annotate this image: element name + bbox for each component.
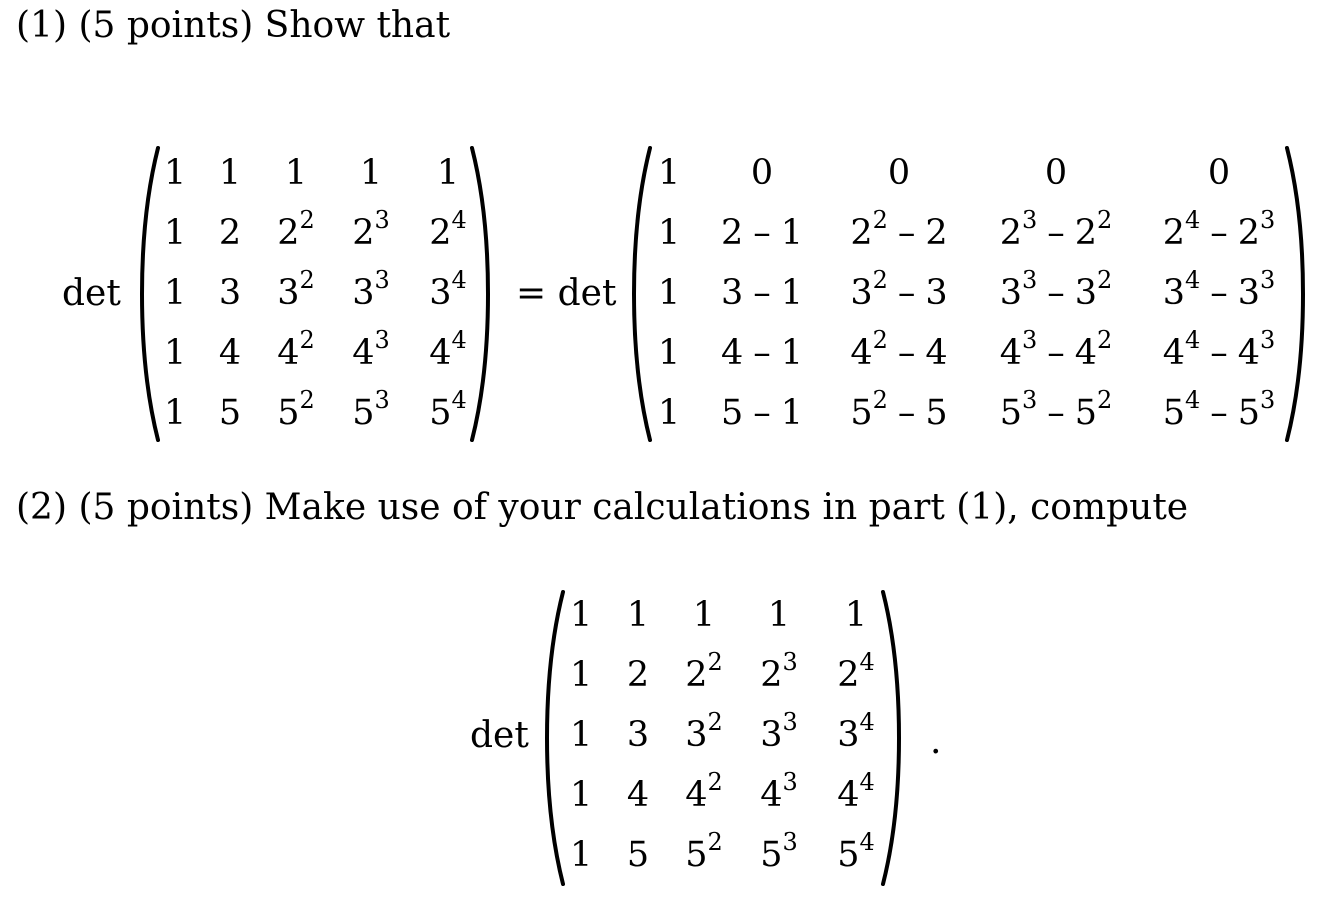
part-1-right-matrix-left-parenthesis [630,146,654,442]
part-1-right-matrix-cell-r5-c5: $5^4 - 5^3$ [1162,386,1276,433]
part-2-matrix-cell-r1-c3: 1 [692,595,716,635]
part-1-right-matrix-cell-r2-c1: 1 [658,213,681,253]
part-1-left-matrix-cell-r1-c5: 1 [436,153,460,193]
part-2-matrix-cell-r4-c3: $4^2$ [685,768,723,815]
part-1-right-det-label: = det [516,273,617,314]
part-1-left-matrix-cell-r4-c1: 1 [164,333,187,373]
part-2-matrix-cell-r1-c2: 1 [626,595,650,635]
part-1-right-matrix-cell-r4-c4: $4^3 - 4^2$ [999,326,1113,373]
part-1-right-matrix-cell-r2-c5: $2^4 - 2^3$ [1162,206,1276,253]
part-1-right-matrix-cell-r2-c2: 2 – 1 [720,213,804,253]
part-1-left-matrix-cell-r5-c2: 5 [218,393,242,433]
part-1-left-det-label: det [62,273,121,314]
part-1-left-matrix-cell-r4-c4: $4^3$ [352,326,390,373]
part-1-right-matrix-cell-r3-c1: 1 [658,273,681,313]
part-1-right-matrix-cell-r2-c3: $2^2 - 2$ [850,206,948,253]
part-2-matrix-cell-r3-c3: $3^2$ [685,708,723,755]
part-2-matrix-cell-r5-c5: $5^4$ [837,828,875,875]
part-2-matrix-cell-r4-c1: 1 [570,775,593,815]
part-2-det-label: det [470,715,529,756]
part-1-right-matrix-cell-r1-c2: 0 [750,153,774,193]
part-2-matrix-cell-r4-c5: $4^4$ [837,768,875,815]
part-2-matrix-cell-r3-c5: $3^4$ [837,708,875,755]
part-1-left-matrix-cell-r3-c1: 1 [164,273,187,313]
part-1-right-matrix-cell-r4-c5: $4^4 - 4^3$ [1162,326,1276,373]
part-2-matrix-cell-r2-c2: 2 [626,655,650,695]
part-1-right-matrix-cell-r1-c4: 0 [1044,153,1068,193]
part-2-matrix-cell-r4-c4: $4^3$ [760,768,798,815]
part-2-matrix-cell-r3-c2: 3 [626,715,650,755]
part-2-matrix-cell-r1-c5: 1 [844,595,868,635]
part-2-matrix-left-parenthesis [543,590,567,886]
part-1-prompt: (1) (5 points) Show that [16,5,451,46]
part-1-right-matrix-right-parenthesis [1283,146,1307,442]
part-2-matrix-cell-r2-c3: $2^2$ [685,648,723,695]
part-1-left-matrix-cell-r4-c2: 4 [218,333,242,373]
part-1-right-matrix-cell-r1-c5: 0 [1207,153,1231,193]
part-1-left-matrix-cell-r3-c4: $3^3$ [352,266,390,313]
part-1-right-matrix-cell-r4-c3: $4^2 - 4$ [850,326,948,373]
part-2-matrix-cell-r4-c2: 4 [626,775,650,815]
part-1-right-matrix-cell-r5-c1: 1 [658,393,681,433]
part-1-left-matrix-cell-r3-c5: $3^4$ [429,266,467,313]
part-1-left-matrix-cell-r5-c1: 1 [164,393,187,433]
part-1-right-matrix-cell-r5-c4: $5^3 - 5^2$ [999,386,1113,433]
part-1-left-matrix-cell-r2-c3: $2^2$ [277,206,315,253]
part-2-matrix-cell-r2-c1: 1 [570,655,593,695]
part-1-left-matrix-cell-r2-c5: $2^4$ [429,206,467,253]
part-1-right-matrix-cell-r3-c2: 3 – 1 [720,273,804,313]
part-2-prompt: (2) (5 points) Make use of your calculations in part (1), compute [16,487,1189,528]
part-1-left-matrix-cell-r4-c3: $4^2$ [277,326,315,373]
part-1-right-matrix-cell-r1-c3: 0 [887,153,911,193]
part-2-trailing-period: . [930,721,942,762]
part-1-left-matrix-cell-r5-c5: $5^4$ [429,386,467,433]
part-2-matrix-cell-r5-c2: 5 [626,835,650,875]
part-1-left-matrix-cell-r1-c3: 1 [284,153,308,193]
part-2-matrix-cell-r1-c1: 1 [570,595,593,635]
part-1-left-matrix-left-parenthesis [138,146,162,442]
part-1-left-matrix-cell-r5-c3: $5^2$ [277,386,315,433]
part-2-matrix-cell-r5-c1: 1 [570,835,593,875]
part-1-left-matrix-cell-r1-c2: 1 [218,153,242,193]
part-2-matrix-cell-r5-c3: $5^2$ [685,828,723,875]
part-1-right-matrix-cell-r3-c3: $3^2 - 3$ [850,266,948,313]
part-2-matrix-right-parenthesis [879,590,903,886]
part-1-right-matrix-cell-r5-c2: 5 – 1 [720,393,804,433]
part-2-matrix-cell-r1-c4: 1 [767,595,791,635]
part-1-right-matrix-cell-r1-c1: 1 [658,153,681,193]
part-1-right-matrix-cell-r5-c3: $5^2 - 5$ [850,386,948,433]
part-1-right-matrix-cell-r2-c4: $2^3 - 2^2$ [999,206,1113,253]
part-2-matrix-cell-r2-c5: $2^4$ [837,648,875,695]
part-1-left-matrix-cell-r2-c2: 2 [218,213,242,253]
part-1-left-matrix-cell-r3-c2: 3 [218,273,242,313]
part-1-right-matrix-cell-r3-c5: $3^4 - 3^3$ [1162,266,1276,313]
part-1-left-matrix-cell-r4-c5: $4^4$ [429,326,467,373]
part-2-matrix-cell-r5-c4: $5^3$ [760,828,798,875]
part-1-left-matrix-cell-r1-c4: 1 [359,153,383,193]
part-1-right-matrix-cell-r4-c2: 4 – 1 [720,333,804,373]
part-1-left-matrix-cell-r2-c4: $2^3$ [352,206,390,253]
part-1-left-matrix-cell-r5-c4: $5^3$ [352,386,390,433]
part-2-matrix-cell-r3-c1: 1 [570,715,593,755]
part-1-right-matrix-cell-r4-c1: 1 [658,333,681,373]
part-1-left-matrix-cell-r1-c1: 1 [164,153,187,193]
part-1-left-matrix-cell-r2-c1: 1 [164,213,187,253]
part-1-left-matrix-right-parenthesis [468,146,492,442]
part-1-left-matrix-cell-r3-c3: $3^2$ [277,266,315,313]
part-2-matrix-cell-r3-c4: $3^3$ [760,708,798,755]
part-1-right-matrix-cell-r3-c4: $3^3 - 3^2$ [999,266,1113,313]
part-2-matrix-cell-r2-c4: $2^3$ [760,648,798,695]
